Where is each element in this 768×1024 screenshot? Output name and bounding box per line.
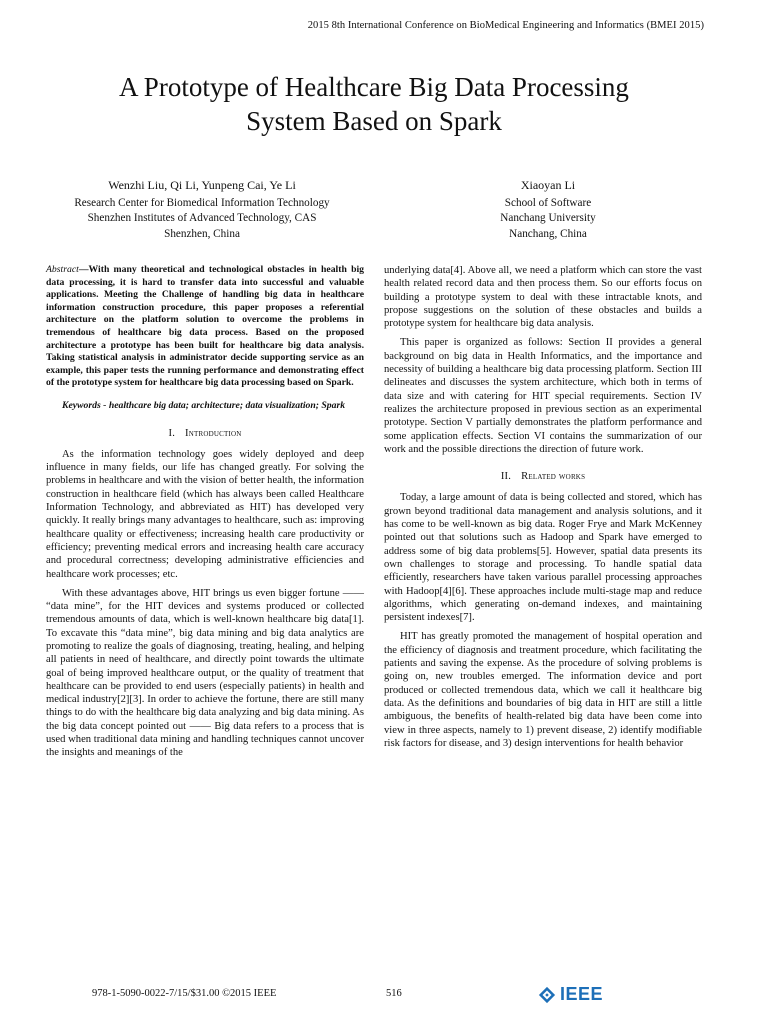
affiliation-line: Shenzhen, China [164,227,240,240]
affiliation-line: Nanchang, China [509,227,587,240]
intro-paragraph: With these advantages above, HIT brings us even bigger fortune —— “data mine”, for the HIT devices and systems produced or collected tremendous amounts of data, which is well-known healthcare big data[1]. To excavate this “data mine”, big data mining and big data analytics are promoting to realize the goals of diagnosing, treating, healing, and helping all patients in need of healthcare, and directly point towards the ultimate goal of being improved healthcare output, or the quality of treatment that healthcare can be provided to end users (especially patients) in health and medical industry[2][3]. In order to achieve the fortune, there are still many things to do with the healthcare big data analyzing and big data mining. As the big data concept pointed out —— Big data refers to a process that is used when traditional data mining and handling techniques cannot uncover the insights and meanings of the [46,587,364,759]
copyright-notice: 978-1-5090-0022-7/15/$31.00 ©2015 IEEE [92,988,277,999]
affiliation-line: Nanchang University [500,212,596,224]
affiliation-line: School of Software [504,196,592,209]
conference-header: 2015 8th International Conference on BioMedical Engineering and Informatics (BMEI 2015) [307,20,704,31]
section-heading-introduction [46,427,364,440]
title-line-1: A Prototype of Healthcare Big Data Processing [119,72,629,102]
organization-paragraph: This paper is organized as follows: Section II provides a general background on big data in Health Informatics, and the importance and necessity of building a healthcare big data processing platform. Section III delineates and discusses the system architecture, which both in terms of data size and with catering for HIT special requirements. Section IV realizes the architecture proposed in previous section as an experimental prototype. Section V partially demonstrates the platform performance and some application effects. Section VI contains the summarization of our work and the possible directions the direction of future work. [384,337,702,455]
keywords: Keywords - healthcare big data; architecture; data visualization; Spark [62,399,346,411]
ieee-logo-text: IEEE [560,984,604,1004]
left-column [46,264,364,760]
abstract-lead: Abstract [46,264,79,275]
page-number: 516 [386,988,402,999]
affiliation-line: Shenzhen Institutes of Advanced Technology, CAS [87,212,317,224]
paper-title [60,70,688,138]
right-column [384,264,702,750]
author-block-1 [44,178,360,242]
ieee-logo [538,984,603,1005]
intro-continuation: underlying data[4]. Above all, we need a platform which can store the vast health related record data and then process them. So our efforts focus on building a prototype system to deal with these intractable knots, and propose suggestions on the solution of these obstacles and builds a prototype system for healthcare big data analysis. [384,265,702,330]
related-paragraph: Today, a large amount of data is being collected and stored, which has grown beyond traditional data management and analysis solutions, and it has come to be well-known as big data. Roger Frye and Mark McKenney pointed out that solutions such as Hadoop and Spark have emerged to address some of big data problems[5]. However, spatial data presents its own challenges to storage and processing. To handle spatial data efficiently, researchers have taken various parallel processing approaches with Hadoop[4][6]. These approaches include multi-stage map and reduce algorithms, which generating on-demand indexes, and maintaining persistent indexes[7]. [384,492,702,624]
title-line-2: System Based on Spark [246,106,502,136]
author-block-2 [388,178,708,242]
abstract-text: —With many theoretical and technological obstacles in health big data processing, it is hard to transfer data into successful and valuable applications. Meeting the Challenge of handling big data in healthcare information construction procedure, this paper proposes a referential architecture on the platform solution to overcome the problems in tremendous of healthcare big data process. Based on the proposed architecture a prototype has been built for healthcare big data analysis. Taking statistical analysis in administrator decide supporting service as an example, this paper tests the running performance and demonstrating effect of the prototype system for healthcare big data processing based on Spark. [46,264,364,389]
section-number: I. [168,427,176,439]
section-number: II. [500,471,512,483]
author-names: Xiaoyan Li [520,178,576,192]
abstract [46,264,364,390]
section-title: Introduction [185,427,242,439]
affiliation-line: Research Center for Biomedical Information Technology [74,196,330,209]
ieee-diamond-icon [538,986,556,1004]
section-title: Related works [521,471,586,483]
section-heading-related-works [384,470,702,483]
related-paragraph: HIT has greatly promoted the management of hospital operation and the efficiency of diagnosis and treatment procedure, which facilitating the patients and saving the expense. As the procedure of solving problems is going on, new troubles emerged. The information device and port produced or collected tremendous data, which we call it healthcare big data. As the definitions and boundaries of big data in HIT are still a little ambiguous, the benefits of health-related big data have been come into view in three aspects, namely to 1) prevent disease, 2) identify modifiable risk factors for disease, and 3) design interventions for health behavior [384,631,702,749]
intro-paragraph: As the information technology goes widely deployed and deep influence in many fields, our life has changed greatly. For solving the problems in healthcare and with the vision of better health, the information construction in healthcare field (which has always been called Healthcare Information Technology, and abbreviated as HIT) has developed very quickly. It really brings many advantages to healthcare, such as: improving healthcare quality or effectiveness; increasing health care productivity or efficiency; preventing medical errors and increasing health care accuracy and procedural correctness; developing administrative efficiencies and healthcare work processes; etc. [46,448,364,580]
author-names: Wenzhi Liu, Qi Li, Yunpeng Cai, Ye Li [108,178,296,192]
